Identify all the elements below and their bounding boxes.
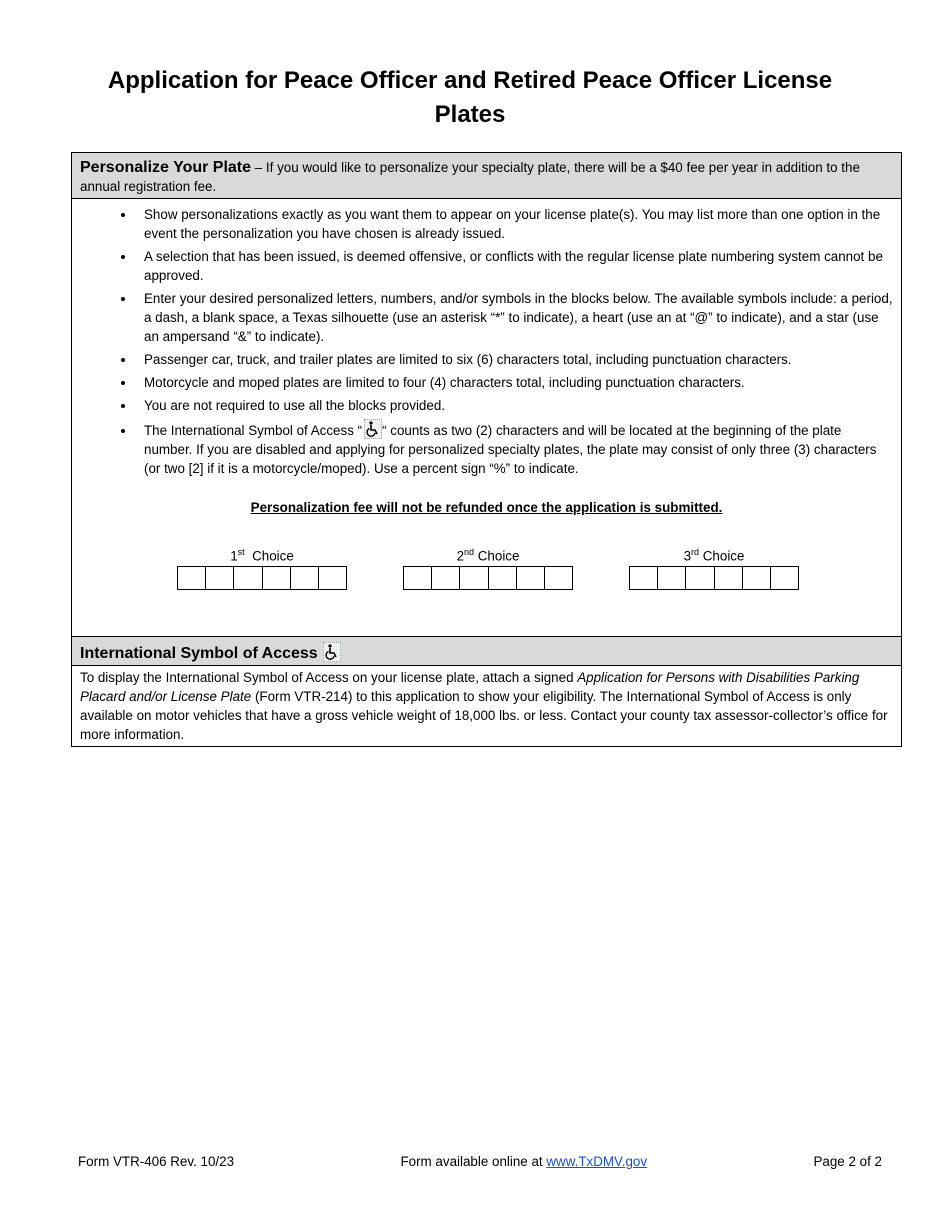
isa-rule-text-before: The International Symbol of Access “ — [144, 423, 363, 438]
refund-notice: Personalization fee will not be refunded once the application is submitted. — [250, 500, 723, 515]
online-note: Form available online at www.TxDMV.gov — [400, 1154, 648, 1169]
rule-item: • Motorcycle and moped plates are limited to four (4) characters total, including punctuation characters. — [136, 373, 893, 392]
character-block[interactable] — [658, 567, 686, 589]
txdmv-link[interactable]: www.TxDMV.gov — [546, 1154, 648, 1169]
choice-1-blocks — [177, 566, 347, 590]
personalize-header — [72, 153, 901, 199]
isa-header — [72, 636, 901, 666]
character-block[interactable] — [263, 567, 291, 589]
form-id: Form VTR-406 Rev. 10/23 — [78, 1154, 235, 1169]
rule-item: • You are not required to use all the blocks provided. — [136, 396, 893, 415]
choice-3-label: 3rd Choice — [683, 547, 745, 564]
rule-item: • Passenger car, truck, and trailer plates are limited to six (6) characters total, including punctuation characters. — [136, 350, 893, 369]
character-block[interactable] — [743, 567, 771, 589]
choice-2-label: 2nd Choice — [456, 547, 520, 564]
character-block[interactable] — [234, 567, 262, 589]
choice-1 — [177, 543, 347, 590]
character-block[interactable] — [291, 567, 319, 589]
character-block[interactable] — [545, 567, 572, 589]
choice-3 — [629, 543, 799, 590]
page-footer — [78, 1154, 882, 1169]
isa-rule-text-after: “ counts as two (2) characters and will be located at the beginning of the plate number. If you are disabled and applying for personalized specialty plates, the plate may consist of only three (3) characters (or two [2] if it is a motorcycle/moped). Use a percent sign “%” to indicate. — [144, 423, 877, 476]
character-block[interactable] — [517, 567, 545, 589]
personalize-intro: – If you would like to personalize your specialty plate, there will be a $40 fee per year in addition to the annual registration fee. — [80, 160, 860, 194]
isa-heading: International Symbol of Access — [80, 645, 318, 663]
character-block[interactable] — [686, 567, 714, 589]
choice-1-label: 1st Choice — [230, 547, 294, 564]
choice-2 — [403, 543, 573, 590]
page-title: Application for Peace Officer and Retired Peace Officer License Plates — [107, 67, 833, 128]
rules-list — [80, 205, 893, 478]
character-block[interactable] — [178, 567, 206, 589]
character-block[interactable] — [715, 567, 743, 589]
wheelchair-icon — [323, 642, 341, 662]
rule-item: • Enter your desired personalized letters, numbers, and/or symbols in the blocks below. The available symbols include: a period, a dash, a blank space, a Texas silhouette (use an asterisk “*” to indicate), a heart (use an at “@” to indicate), and a star (use an ampersand “&” to indicate). — [136, 289, 893, 346]
character-block[interactable] — [630, 567, 658, 589]
character-block[interactable] — [460, 567, 488, 589]
isa-text-1: To display the International Symbol of Access on your license plate, attach a signed — [80, 670, 578, 686]
rule-item: • Show personalizations exactly as you want them to appear on your license plate(s). You may list more than one option in the event the personalization you have chosen is already issued. — [136, 205, 893, 243]
character-block[interactable] — [206, 567, 234, 589]
character-block[interactable] — [432, 567, 460, 589]
character-block[interactable] — [489, 567, 517, 589]
personalize-heading: Personalize Your Plate — [80, 159, 252, 176]
choice-2-blocks — [403, 566, 573, 590]
choices-row — [177, 543, 893, 590]
isa-body — [72, 666, 901, 746]
rule-item: • A selection that has been issued, is deemed offensive, or conflicts with the regular license plate numbering system cannot be approved. — [136, 247, 893, 285]
personalize-body — [72, 199, 901, 602]
isa-text-2: (Form VTR-214) to this application to show your eligibility. The International Symbol of Access is only available on motor vehicles that have a gross vehicle weight of 18,000 lbs. or less. Contact your county tax assessor-collector’s office for more information. — [80, 689, 888, 743]
rule-item-isa — [136, 419, 893, 478]
choice-3-blocks — [629, 566, 799, 590]
character-block[interactable] — [319, 567, 346, 589]
character-block[interactable] — [404, 567, 432, 589]
isa-text-italic: Application for Persons with Disabilities Parking Placard and/or License Plate — [80, 670, 860, 705]
page-number: Page 2 of 2 — [813, 1154, 882, 1169]
wheelchair-icon — [364, 419, 382, 439]
character-block[interactable] — [771, 567, 798, 589]
form-box — [71, 152, 902, 747]
